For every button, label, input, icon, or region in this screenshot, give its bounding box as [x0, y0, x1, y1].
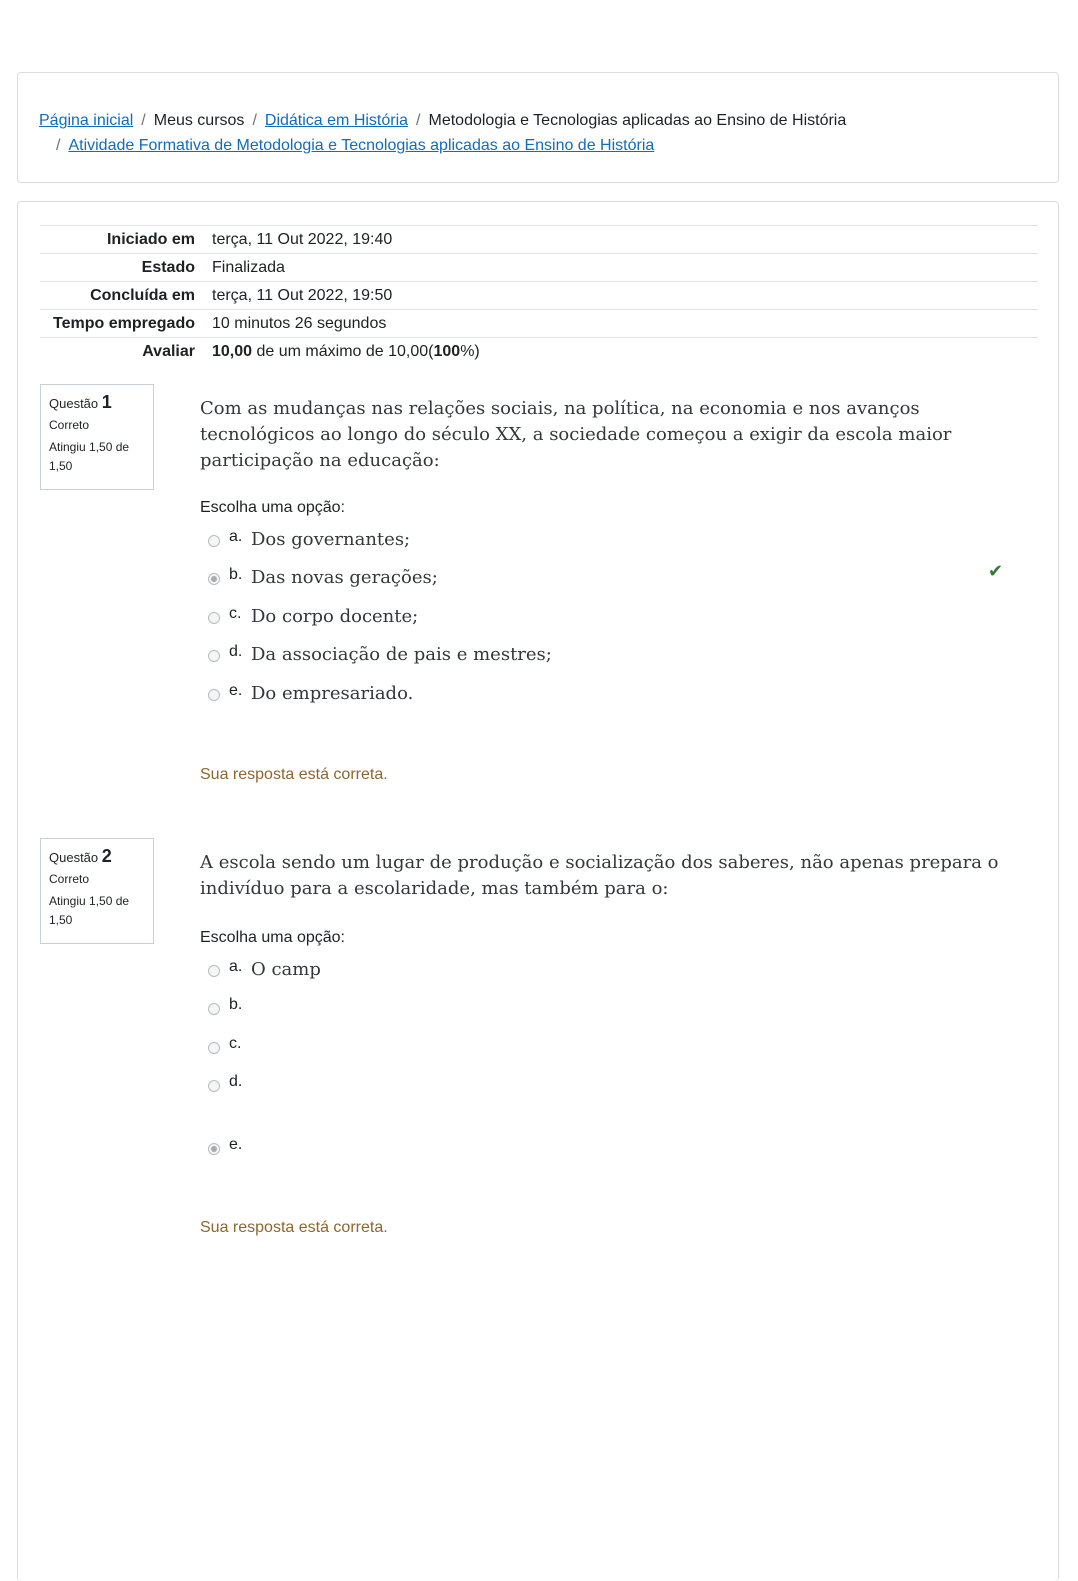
radio-button[interactable] [208, 1042, 220, 1054]
grade-score: 10,00 [212, 342, 253, 360]
summary-row-grade [40, 338, 1038, 366]
question-mark: Atingiu 1,50 de 1,50 [49, 894, 130, 927]
radio-button[interactable] [208, 612, 220, 624]
radio-button[interactable] [208, 1080, 220, 1092]
breadcrumb-separator: / [252, 112, 257, 129]
grade-percent: 100 [433, 342, 461, 360]
summary-value: 10 minutos 26 segundos [212, 314, 387, 332]
answer-option[interactable] [208, 957, 321, 981]
summary-value: Finalizada [212, 258, 285, 276]
question-status: Correto [49, 872, 90, 886]
radio-button[interactable] [208, 1143, 220, 1155]
breadcrumb-separator: / [141, 112, 146, 129]
breadcrumb-section: Metodologia e Tecnologias aplicadas ao Ensino de História [428, 112, 847, 129]
option-letter: c. [229, 1035, 242, 1052]
question-label: Questão [49, 850, 99, 865]
breadcrumb-card [17, 72, 1059, 183]
question-info-1 [40, 384, 154, 490]
summary-label: Estado [141, 258, 195, 276]
question-text-2: A escola sendo um lugar de produção e socialização dos saberes, não apenas prepara o indivíduo para a escolaridade, mas também para o: [200, 852, 999, 899]
breadcrumb-separator: / [416, 112, 421, 129]
option-letter: d. [229, 1073, 243, 1090]
feedback-text: Sua resposta está correta. [200, 766, 388, 783]
answer-prompt: Escolha uma opção: [200, 499, 345, 516]
option-letter: a. [229, 958, 243, 975]
option-letter: e. [229, 1136, 243, 1153]
option-text: Do empresariado. [251, 682, 414, 704]
answer-option[interactable] [208, 1135, 251, 1159]
summary-row-completed [40, 282, 1038, 310]
question-number-value: 1 [101, 392, 112, 412]
option-letter: a. [229, 528, 243, 545]
summary-label: Iniciado em [106, 230, 195, 248]
option-text: Das novas gerações; [251, 566, 438, 588]
option-text: Do corpo docente; [251, 605, 419, 627]
grade-middle: de um máximo de 10,00( [256, 342, 434, 360]
summary-value: terça, 11 Out 2022, 19:40 [212, 230, 393, 248]
radio-button[interactable] [208, 650, 220, 662]
question-info-2 [40, 838, 154, 944]
breadcrumb [39, 108, 1039, 158]
radio-button[interactable] [208, 535, 220, 547]
question-text-1: Com as mudanças nas relações sociais, na política, na economia e nos avanços tecnológicos ao longo do século XX, a sociedade começou a exigir da escola maior participação na educação: [200, 398, 952, 471]
answer-option[interactable] [208, 995, 251, 1019]
option-letter: d. [229, 643, 243, 660]
answer-option[interactable] [208, 642, 552, 666]
breadcrumb-separator: / [56, 137, 61, 154]
option-text: Da associação de pais e mestres; [251, 643, 552, 665]
option-text: Dos governantes; [251, 528, 411, 550]
summary-row-started [40, 226, 1038, 254]
radio-button[interactable] [208, 573, 220, 585]
breadcrumb-my-courses: Meus cursos [153, 112, 245, 129]
summary-label: Tempo empregado [53, 314, 195, 332]
question-number [49, 847, 145, 867]
option-letter: e. [229, 682, 243, 699]
grade-end: %) [460, 342, 480, 360]
breadcrumb-home-link[interactable]: Página inicial [39, 112, 134, 129]
summary-value: terça, 11 Out 2022, 19:50 [212, 286, 393, 304]
answer-option[interactable] [208, 604, 418, 628]
option-letter: b. [229, 566, 243, 583]
check-icon: ✔ [988, 561, 1004, 581]
summary-label: Concluída em [90, 286, 195, 304]
summary-row-time [40, 310, 1038, 338]
answer-option[interactable] [208, 1034, 251, 1058]
radio-button[interactable] [208, 965, 220, 977]
answer-option[interactable] [208, 527, 410, 551]
question-mark: Atingiu 1,50 de 1,50 [49, 440, 130, 473]
answer-prompt: Escolha uma opção: [200, 929, 345, 946]
feedback-text: Sua resposta está correta. [200, 1219, 388, 1236]
option-letter: c. [229, 605, 242, 622]
answer-option[interactable] [208, 1072, 251, 1096]
summary-value [212, 338, 1038, 366]
summary-row-state [40, 254, 1038, 282]
radio-button[interactable] [208, 1003, 220, 1015]
answer-option[interactable] [208, 681, 413, 705]
question-number-value: 2 [101, 846, 112, 866]
quiz-review-card [17, 201, 1059, 1581]
attempt-summary-table [40, 225, 1038, 365]
breadcrumb-course-link[interactable]: Didática em História [264, 112, 409, 129]
option-text: O camp [251, 958, 321, 980]
option-letter: b. [229, 996, 243, 1013]
answer-option[interactable] [208, 565, 438, 589]
radio-button[interactable] [208, 689, 220, 701]
summary-label: Avaliar [142, 342, 195, 360]
breadcrumb-activity-link[interactable]: Atividade Formativa de Metodologia e Tecnologias aplicadas ao Ensino de História [68, 137, 655, 154]
question-number [49, 393, 145, 413]
question-label: Questão [49, 396, 99, 411]
question-status: Correto [49, 418, 90, 432]
